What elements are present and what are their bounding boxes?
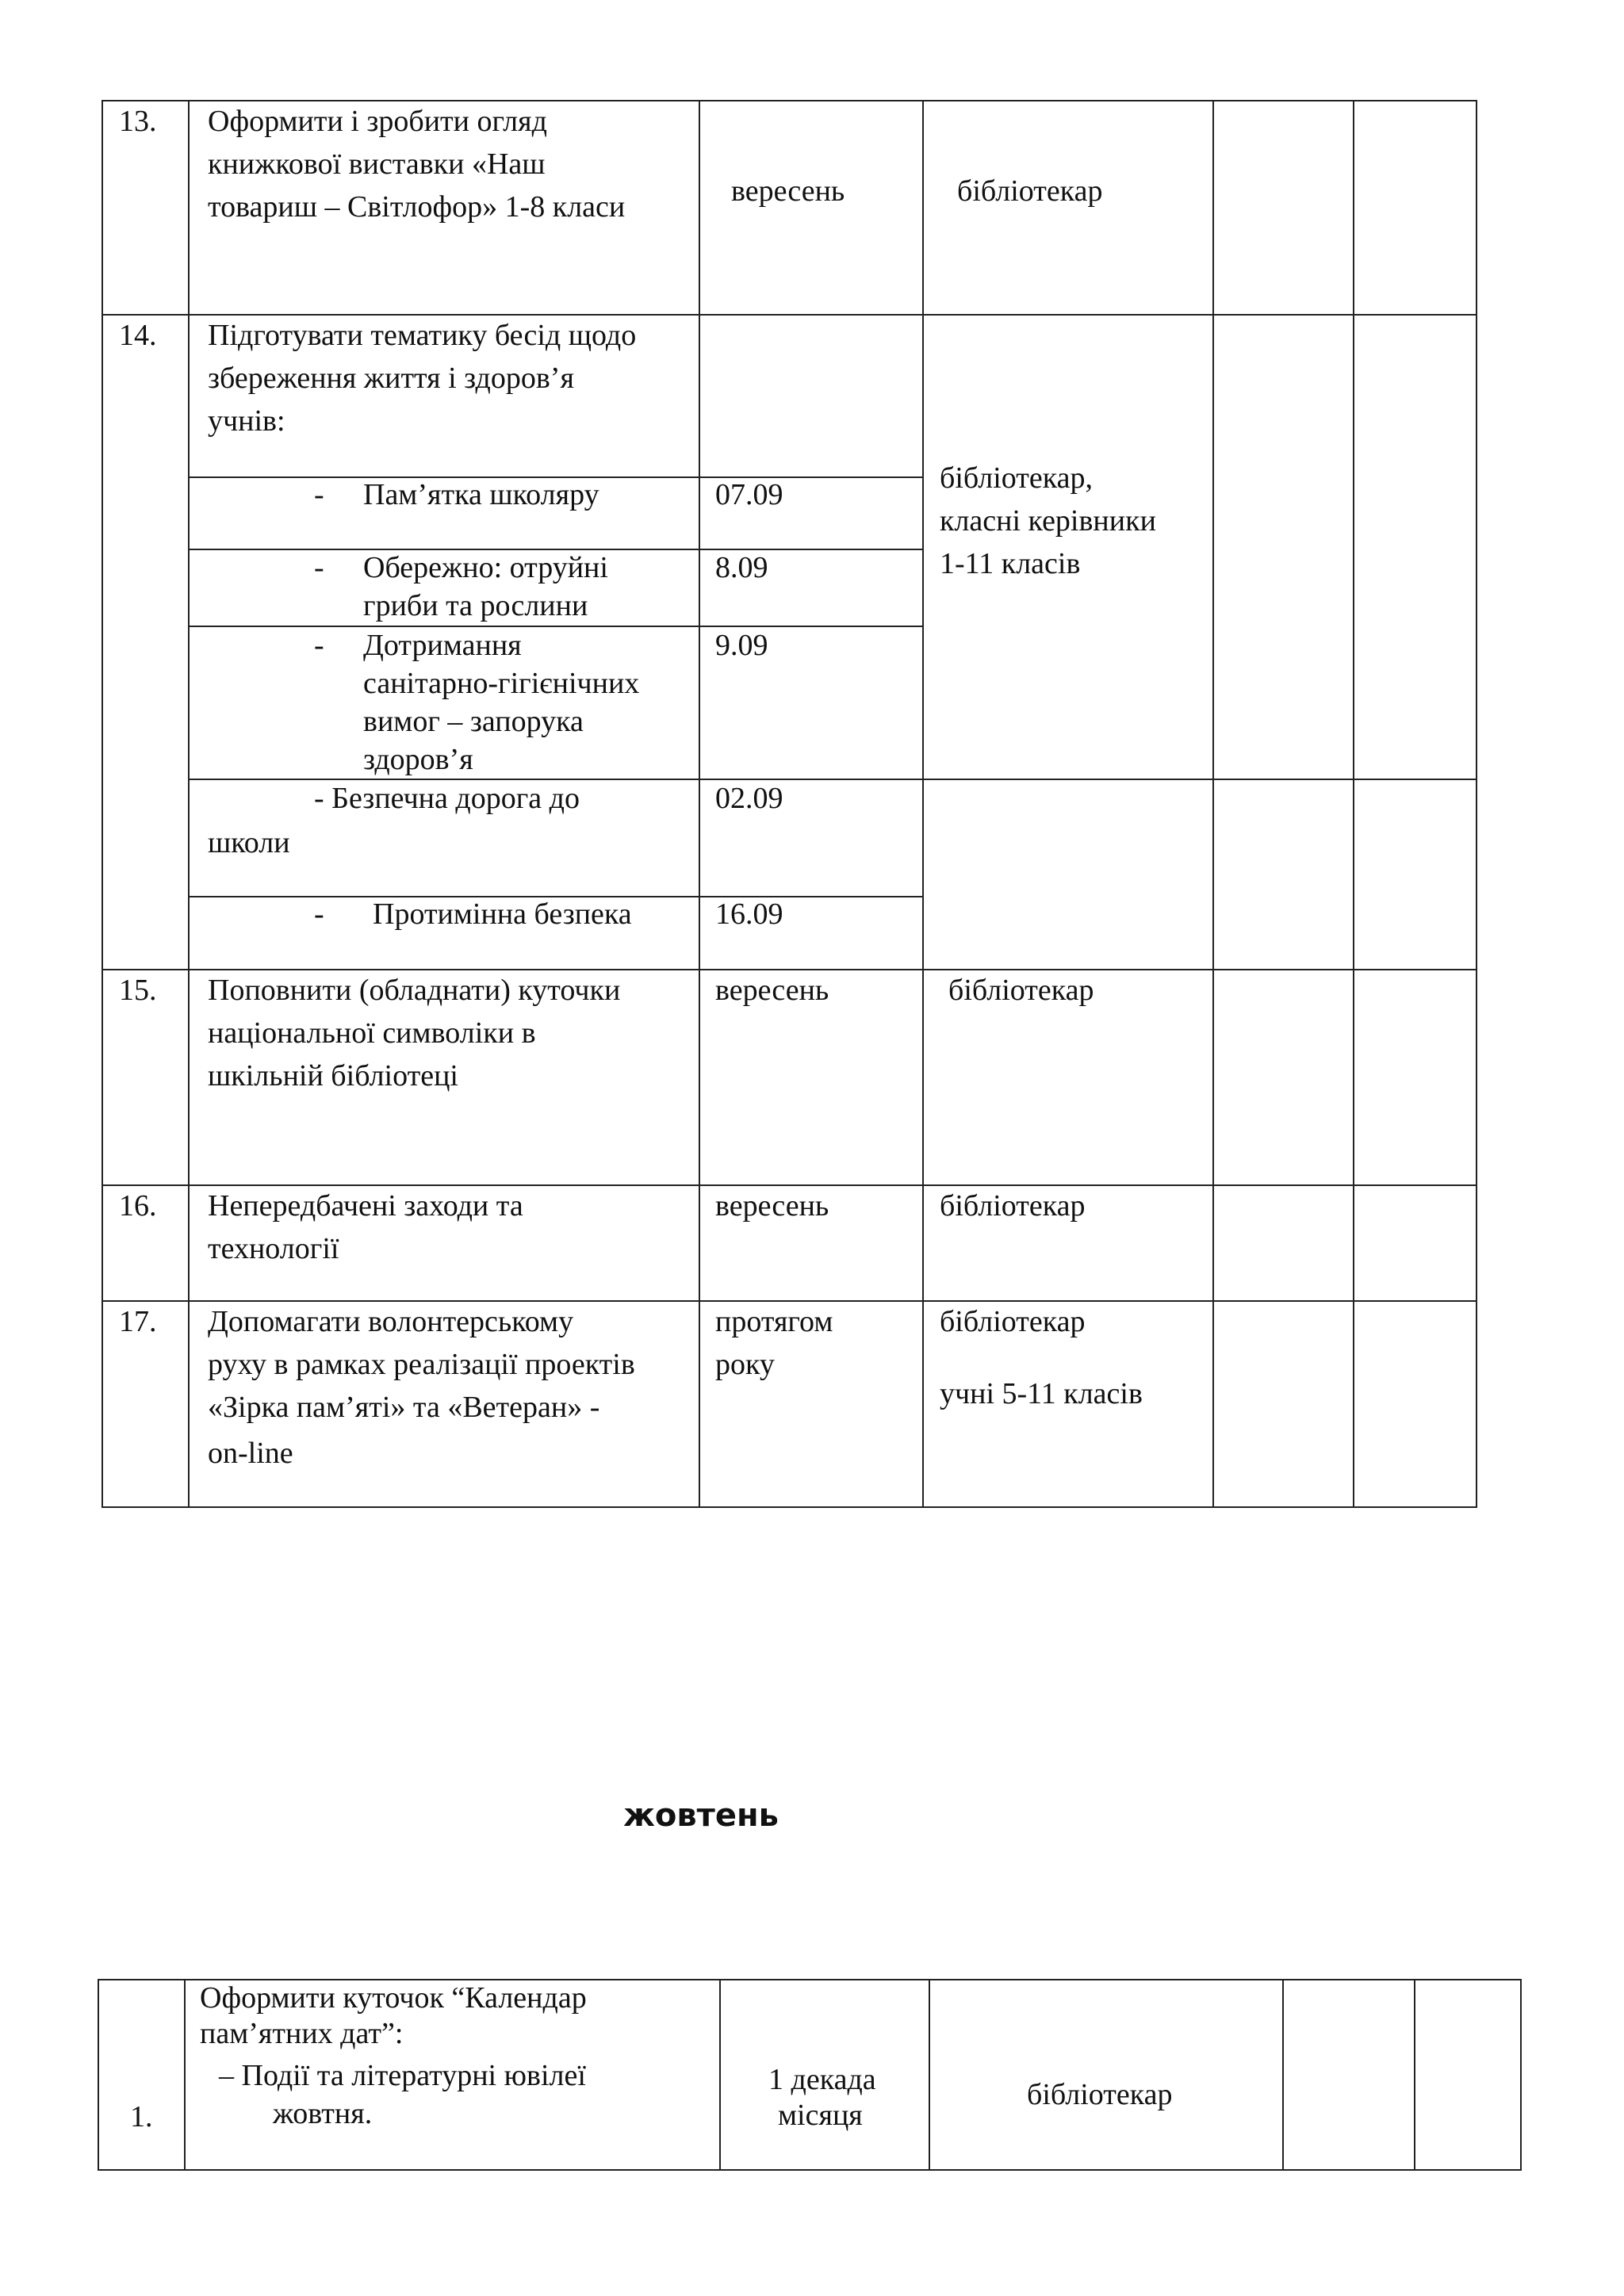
term-cell: вересень — [731, 174, 845, 208]
responsible-cell: бібліотекар, — [940, 461, 1094, 495]
subitem-text: Обережно: отруйні — [363, 551, 608, 584]
subitem-dash: - — [314, 551, 324, 584]
subitem-text: школи — [208, 826, 290, 859]
task-text-line: Оформити куточок “Календар — [200, 1981, 587, 2015]
row-number: 16. — [119, 1189, 157, 1223]
subitem-text: Дотримання — [363, 629, 522, 662]
task-text-line: Допомагати волонтерському — [208, 1305, 574, 1338]
task-text-line: учнів: — [208, 404, 285, 438]
subitem-date: 07.09 — [715, 478, 783, 511]
col-divider-num — [188, 100, 190, 1508]
subitem-text: гриби та рослини — [363, 589, 588, 622]
col-divider-resp — [1282, 1979, 1284, 2171]
task-text-line: шкільній бібліотеці — [208, 1059, 458, 1093]
row-number: 15. — [119, 974, 157, 1007]
subitem-text: санітарно-гігієнічних — [363, 667, 640, 700]
responsible-cell: 1-11 класів — [940, 547, 1081, 580]
subitem-date: 02.09 — [715, 782, 783, 815]
subitem-text: здоров’я — [363, 743, 473, 776]
subitem-dash: - — [314, 478, 324, 511]
col-divider-resp — [1212, 100, 1214, 1508]
term-cell: року — [715, 1348, 775, 1381]
term-cell: місяця — [778, 2099, 863, 2132]
col-divider-mark — [1414, 1979, 1415, 2171]
task-text-line: «Зірка пам’яті» та «Ветеран» - — [208, 1391, 600, 1424]
task-text-line: національної символіки в — [208, 1016, 536, 1050]
subitem-date: 8.09 — [715, 551, 768, 584]
responsible-cell: бібліотекар — [940, 1189, 1086, 1223]
col-divider-task — [699, 100, 700, 1508]
row-number: 13. — [119, 105, 157, 138]
task-text-line: Непередбачені заходи та — [208, 1189, 523, 1223]
section-heading: жовтень — [623, 1797, 779, 1834]
task-text-line: збереження життя і здоров’я — [208, 362, 574, 395]
term-cell: вересень — [715, 974, 829, 1007]
task-text-line: пам’ятних дат”: — [200, 2017, 404, 2050]
col-divider-num — [184, 1979, 186, 2171]
responsible-cell: бібліотекар — [957, 174, 1103, 208]
subitem-dash: - — [314, 629, 324, 662]
task-text-line: жовтня. — [273, 2097, 373, 2130]
subitem-text: Протимінна безпека — [373, 897, 632, 931]
col-divider-task — [719, 1979, 721, 2171]
responsible-cell: учні 5-11 класів — [940, 1377, 1143, 1410]
term-cell: вересень — [715, 1189, 829, 1223]
task-text-line: технології — [208, 1232, 339, 1265]
task-text-line: – Події та літературні ювілеї — [219, 2059, 586, 2092]
subitem-text: Пам’ятка школяру — [363, 478, 599, 511]
row-number: 17. — [119, 1305, 157, 1338]
responsible-cell: бібліотекар — [948, 974, 1094, 1007]
row-number: 1. — [130, 2100, 153, 2133]
events-table-september — [102, 100, 1477, 1508]
task-text-line: Поповнити (обладнати) куточки — [208, 974, 621, 1007]
term-cell: протягом — [715, 1305, 833, 1338]
task-text-line: Оформити і зробити огляд — [208, 105, 547, 138]
col-divider-term — [929, 1979, 930, 2171]
responsible-cell: класні керівники — [940, 504, 1156, 538]
subitem-date: 16.09 — [715, 897, 783, 931]
task-text-line: Підготувати тематику бесід щодо — [208, 319, 637, 352]
col-divider-term — [922, 100, 924, 1508]
subitem-text: - Безпечна дорога до — [314, 782, 580, 815]
col-divider-mark — [1353, 100, 1354, 1508]
task-text-line: книжкової виставки «Наш — [208, 147, 546, 181]
task-text-line: руху в рамках реалізації проектів — [208, 1348, 635, 1381]
row-number: 14. — [119, 319, 157, 352]
term-cell: 1 декада — [768, 2063, 876, 2096]
subitem-dash: - — [314, 897, 324, 931]
responsible-cell: бібліотекар — [1027, 2078, 1173, 2111]
subitem-text: вимог – запорука — [363, 705, 584, 738]
responsible-cell: бібліотекар — [940, 1305, 1086, 1338]
subitem-date: 9.09 — [715, 629, 768, 662]
task-text-line: товариш – Світлофор» 1-8 класи — [208, 190, 626, 224]
task-text-line: on-line — [208, 1437, 293, 1470]
